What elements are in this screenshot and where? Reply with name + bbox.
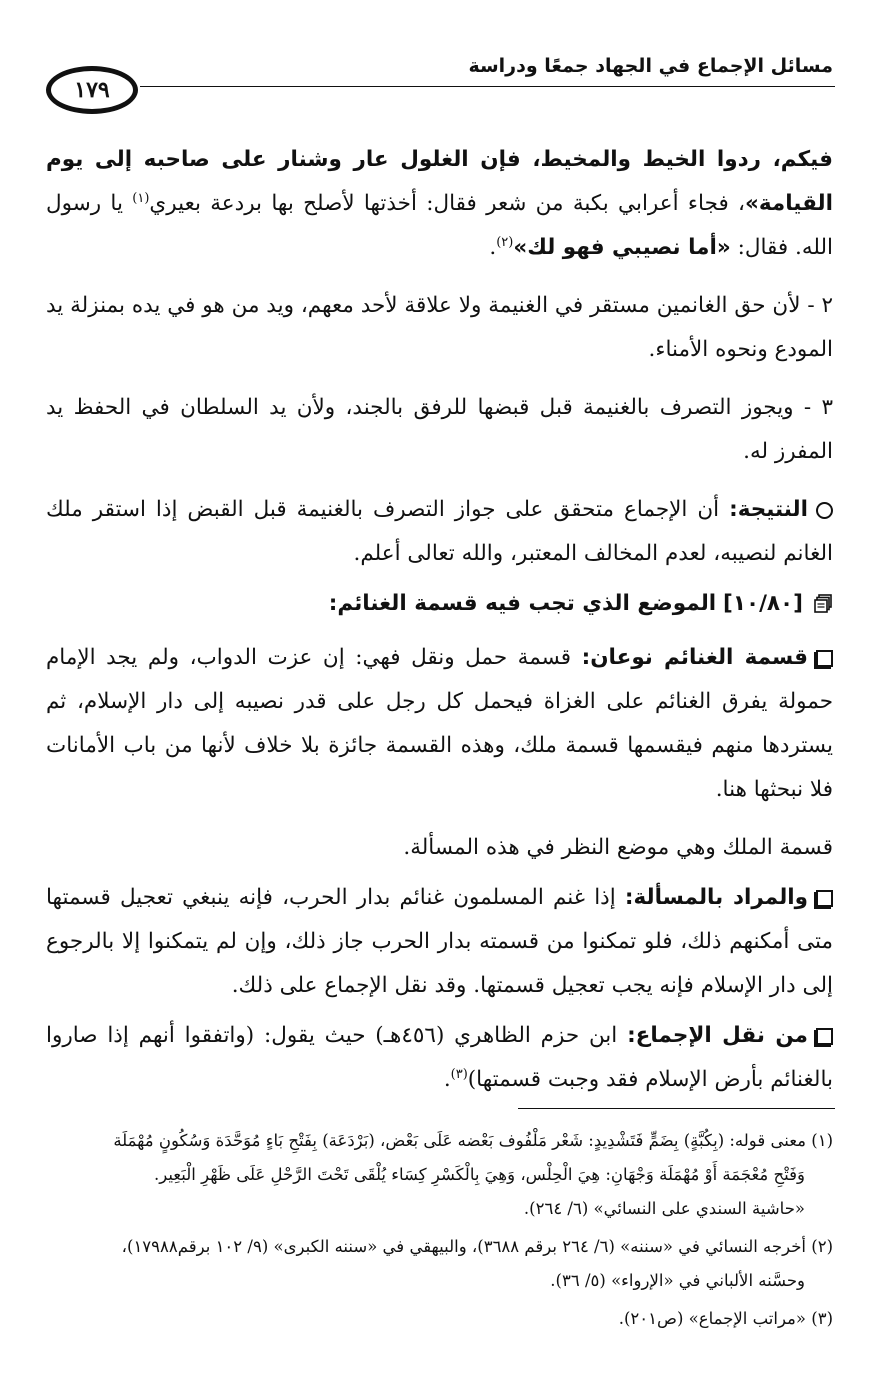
bold-quote: «أما نصيبي فهو لك»	[513, 235, 731, 260]
footnote-2	[46, 1230, 833, 1298]
page-number-text: ١٧٩	[74, 77, 110, 103]
text-segment: .	[489, 235, 497, 260]
section-title: الموضع الذي تجب فيه قسمة الغنائم:	[328, 591, 717, 616]
types-label: قسمة الغنائم نوعان:	[581, 645, 808, 670]
running-title: مسائل الإجماع في الجهاد جمعًا ودراسة	[468, 55, 833, 77]
footnote-3: (٣) «مراتب الإجماع» (ص٢٠١).	[618, 1309, 833, 1328]
square-bullet-icon	[816, 890, 833, 907]
header-rule	[140, 86, 835, 87]
types-text: قسمة حمل ونقل فهي: إن عزت الدواب، ولم يجد الإمام حمولة يفرق الغنائم على الغزاة فيحمل كل رجل على قدر نصيبه إلى دار الإسلام، ثم يستردها منهم فيقسمها قسمة ملك، وهذه القسمة جائزة بلا خلاف لأنها من باب الأمانات فلا نبحثها هنا.	[46, 645, 833, 802]
paragraph-result	[46, 488, 833, 576]
page-number	[46, 66, 138, 114]
section-heading	[46, 582, 833, 626]
stacked-pages-icon	[813, 594, 833, 614]
paragraph-meaning	[46, 876, 833, 1008]
text-segment: يا رسول الله. فقال:	[46, 191, 833, 260]
square-bullet-icon	[816, 1028, 833, 1045]
footnote-ref: (١)	[132, 190, 150, 206]
footnotes	[46, 1124, 833, 1340]
text-segment: ، فجاء أعرابي بكبة من شعر فقال: أخذتها لأصلح بها بردعة بعيري	[149, 191, 745, 216]
circle-bullet-icon	[816, 502, 833, 519]
bold-hadith-text: فيكم، ردوا الخيط والمخيط، فإن الغلول عار وشنار على صاحبه إلى يوم القيامة»	[46, 147, 833, 216]
paragraph-ownership: قسمة الملك وهي موضع النظر في هذه المسألة.	[403, 835, 833, 860]
meaning-label: والمراد بالمسألة:	[624, 885, 808, 910]
footnote-line: وَفَتْحِ مُعْجَمَة أَوْ مُهْمَلَة وَجْهَانِ: هِيَ الْحِلْس، وَهِيَ بِالْكَسْرِ كِسَاء يُلْقَى تَحْتَ الرَّحْلِ عَلَى ظَهْرِ الْبَعِير.	[153, 1165, 805, 1184]
paragraph-consensus-source	[46, 1014, 833, 1102]
section-number: [١٠/٨٠]	[723, 591, 803, 616]
footnote-rule	[518, 1108, 835, 1109]
paragraph-3: ٣ - ويجوز التصرف بالغنيمة قبل قبضها للرفق بالجند، ولأن يد السلطان في الحفظ يد المفرز له.	[46, 395, 833, 464]
square-bullet-icon	[816, 650, 833, 667]
footnote-line: وحسَّنه الألباني في «الإرواء» (٥/ ٣٦).	[550, 1271, 805, 1290]
main-text	[46, 138, 833, 1108]
source-label: من نقل الإجماع:	[627, 1023, 808, 1048]
text-segment: .	[443, 1067, 451, 1092]
footnote-line: «حاشية السندي على النسائي» (٦/ ٢٦٤).	[523, 1199, 805, 1218]
footnote-ref: (٣)	[450, 1066, 468, 1082]
paragraph-hadith-end	[46, 138, 833, 270]
source-text: ابن حزم الظاهري (٤٥٦هـ) حيث يقول: (واتفقوا أنهم إذا صاروا بالغنائم بأرض الإسلام فقد وجبت قسمتها)	[46, 1023, 833, 1092]
meaning-text: إذا غنم المسلمون غنائم بدار الحرب، فإنه ينبغي تعجيل قسمتها متى أمكنهم ذلك، فلو تمكنوا من قسمته بدار الحرب جاز ذلك، وإن لم يتمكنوا إلا بالرجوع إلى دار الإسلام فإنه يجب تعجيل قسمتها. وقد نقل الإجماع على ذلك.	[46, 885, 833, 998]
footnote-line: (٢) أخرجه النسائي في «سننه» (٦/ ٢٦٤ برقم ٣٦٨٨)، والبيهقي في «سننه الكبرى» (٩/ ١٠٢ برقم١٧٩٨٨)،	[121, 1237, 833, 1256]
result-text: أن الإجماع متحقق على جواز التصرف بالغنيمة قبل القبض إذا استقر ملك الغانم لنصيبه، لعدم المخالف المعتبر، والله تعالى أعلم.	[46, 497, 833, 566]
footnote-ref: (٢)	[496, 234, 514, 250]
footnote-line: (١) معنى قوله: (بِكُبَّةٍ) بِضَمٍّ فَتَشْدِيدٍ: شَعْر مَلْفُوف بَعْضه عَلَى بَعْض، (بَرْدَعَة) بِفَتْحِ بَاءٍ مُوَحَّدَة وَسُكُونٍ مُهْمَلَة	[113, 1131, 833, 1150]
result-label: النتيجة:	[729, 497, 808, 522]
paragraph-2: ٢ - لأن حق الغانمين مستقر في الغنيمة ولا علاقة لأحد معهم، ويد من هو في يده بمنزلة يد المودع ونحوه الأمناء.	[46, 293, 833, 362]
paragraph-types	[46, 636, 833, 812]
footnote-1	[46, 1124, 833, 1226]
